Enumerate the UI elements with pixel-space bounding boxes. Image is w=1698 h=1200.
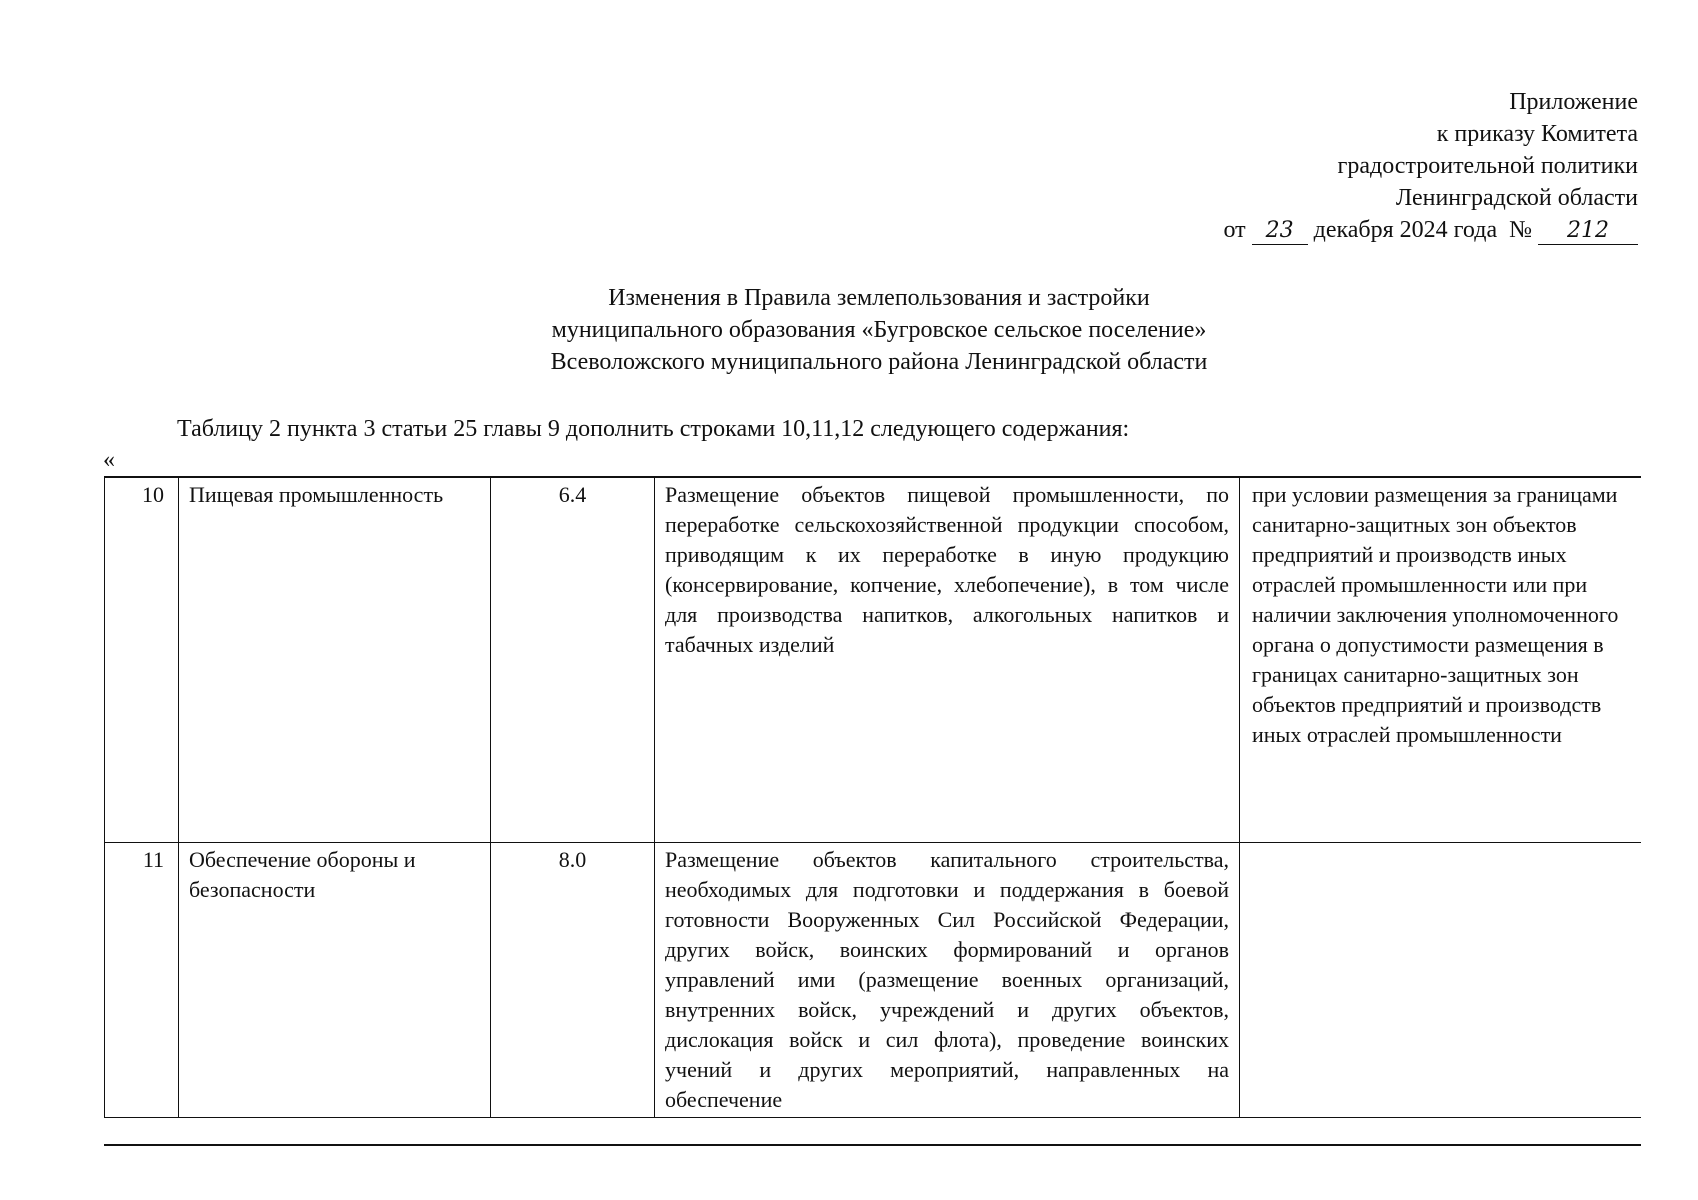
handwritten-day: 23 <box>1252 218 1308 245</box>
row-number: 10 <box>105 478 179 843</box>
title-line-1: Изменения в Правила землепользования и застройки <box>608 285 1150 311</box>
table-row <box>105 843 1642 1118</box>
header-line-2: к приказу Комитета <box>1436 121 1638 147</box>
header-line-1: Приложение <box>1509 89 1638 115</box>
handwritten-order-number: 212 <box>1538 218 1638 245</box>
use-type-code: 6.4 <box>491 478 655 843</box>
land-use-table <box>104 476 1641 1146</box>
header-line-3: градостроительной политики <box>1337 153 1638 179</box>
use-type-code: 8.0 <box>491 843 655 1118</box>
intro-paragraph: Таблицу 2 пункта 3 статьи 25 главы 9 дополнить строками 10,11,12 следующего содержания: <box>177 416 1130 442</box>
opening-quote: « <box>103 447 115 473</box>
document-title <box>0 282 1698 378</box>
date-prefix: от <box>1223 217 1246 243</box>
use-condition <box>1240 843 1642 1118</box>
table <box>104 478 1641 1118</box>
row-number: 11 <box>105 843 179 1118</box>
title-line-2: муниципального образования «Бугровское сельское поселение» <box>551 317 1207 343</box>
use-type-description: Размещение объектов капитального строительства, необходимых для подготовки и поддержания в боевой готовности Вооруженных Сил Российской Федерации, других войск, воинских формирований и органов управлений ими (размещение военных организаций, внутренних войск, учреждений и других объектов, дислокация войск и сил флота), проведение воинских учений и других мероприятий, направленных на обеспечение <box>655 843 1240 1118</box>
use-type-name: Пищевая промышленность <box>179 478 491 843</box>
header-line-4: Ленинградской области <box>1395 185 1638 211</box>
use-type-name: Обеспечение обороны и безопасности <box>179 843 491 1118</box>
number-sign: № <box>1509 217 1532 243</box>
use-condition: при условии размещения за границами санитарно-защитных зон объектов предприятий и производств иных отраслей промышленности или при наличии заключения уполномоченного органа о допустимости размещения в границах санитарно-защитных зон объектов предприятий и производств иных отраслей промышленности <box>1240 478 1642 843</box>
date-rest: декабря 2024 года <box>1313 217 1498 243</box>
appendix-header <box>1223 86 1638 246</box>
order-date-line <box>1223 214 1638 246</box>
table-row <box>105 478 1642 843</box>
use-type-description: Размещение объектов пищевой промышленности, по переработке сельскохозяйственной продукции способом, приводящим к их переработке в иную продукцию (консервирование, копчение, хлебопечение), в том числе для производства напитков, алкогольных напитков и табачных изделий <box>655 478 1240 843</box>
title-line-3: Всеволожского муниципального района Ленинградской области <box>550 349 1208 375</box>
